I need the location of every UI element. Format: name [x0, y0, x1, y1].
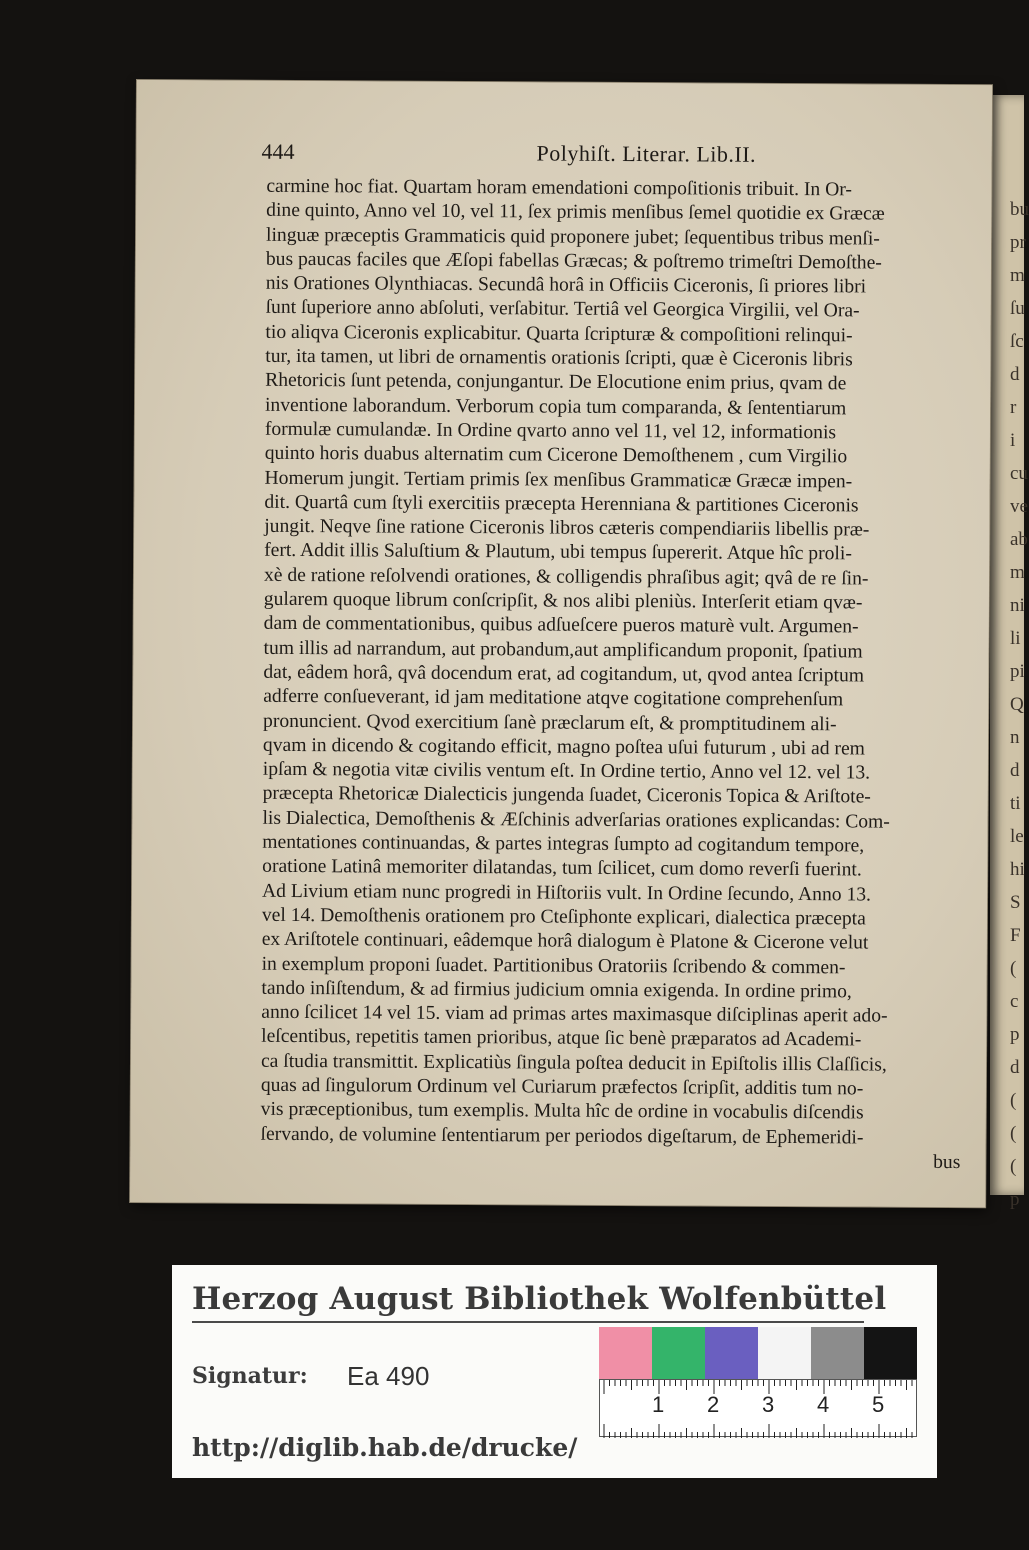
color-swatch [758, 1327, 811, 1379]
adjacent-page-glyph: m [1010, 562, 1025, 583]
adjacent-page-glyph: m [1010, 265, 1025, 286]
text-line: dine quinto, Anno vel 10, vel 11, ſex primis menſibus ſemel quotidie ex Græcæ [266, 200, 885, 225]
scale-ruler [599, 1379, 917, 1437]
ruler-ticks [600, 1380, 918, 1438]
page-number: 444 [261, 138, 295, 164]
text-line: ipſam & negotia vitæ civilis ventum eſt. In Ordine tertio, Anno vel 12. vel 13. [262, 758, 871, 784]
adjacent-page-glyph: p [1010, 1024, 1020, 1045]
text-line: Homerum jungit. Tertiam primis ſex menſibus Grammaticæ Græcæ impen- [264, 467, 853, 492]
adjacent-page-glyph: ( [1010, 1156, 1017, 1177]
library-label-card [172, 1265, 937, 1478]
body-text [260, 175, 966, 1175]
ruler-number: 1 [652, 1392, 665, 1417]
text-line: nis Orationes Olynthiacas. Secundâ horâ in Officiis Ciceronis, ſi priores libri [265, 272, 867, 298]
text-line: anno ſcilicet 14 vel 15. viam ad primas artes maximasque diſciplinas aperit ado- [261, 1001, 888, 1027]
adjacent-page-glyph: cu [1010, 463, 1028, 484]
text-line: in exemplum proponi ſuadet. Partitionibus Oratoriis ſcribendo & commen- [261, 953, 846, 978]
text-line: mentationes continuandas, & partes integras ſumpto ad cogitandum tempore, [262, 831, 865, 857]
book-page [130, 80, 992, 1207]
text-line: tando inſiſtendum, & ad firmius judicium omnia exigenda. In ordine primo, [261, 977, 852, 1003]
ruler-number: 2 [707, 1392, 720, 1417]
text-line: carmine hoc fiat. Quartam horam emendationi compoſitionis tribuit. In Or- [266, 175, 853, 201]
text-line: formulæ cumulandæ. In Ordine qvarto anno vel 11, vel 12, informationis [264, 418, 837, 444]
adjacent-page-glyph: i [1010, 430, 1016, 451]
text-line: gularem quoque librum conſcripſit, & nos alibi pleniùs. Interſerit etiam qvæ- [263, 588, 863, 614]
text-line: dit. Quartâ cum ſtyli exercitiis præcepta Herenniana & partitiones Ciceronis [264, 491, 859, 517]
color-swatch [705, 1327, 758, 1379]
adjacent-page-glyph: d [1010, 760, 1020, 781]
text-line: tur, ita tamen, ut libri de ornamentis orationis ſcripti, quæ è Ciceronis libris [265, 345, 853, 371]
adjacent-page-glyph: ſc [1010, 331, 1024, 352]
adjacent-page-glyph: ( [1010, 1123, 1017, 1144]
adjacent-page-edge [990, 95, 1029, 1210]
text-line: Ad Livium etiam nunc progredi in Hiſtoriis vult. In Ordine ſecundo, Anno 13. [261, 880, 872, 906]
text-line: dam de commentationibus, quibus adſueſcere pueros maturè vult. Argumen- [263, 613, 859, 638]
text-line: quas ad ſingulorum Ordinum vel Curiarum præfectos ſcripſit, additis tum no- [260, 1074, 864, 1100]
text-line: qvam in dicendo & cogitando efficit, magno poſtea uſui futurum , ubi ad rem [262, 734, 866, 760]
signature-value: Ea 490 [347, 1361, 430, 1391]
text-line: fert. Addit illis Saluſtium & Plautum, ubi tempus ſupererit. Atque hîc proli- [264, 540, 852, 565]
text-line: tio aliqva Ciceronis explicabitur. Quarta ſcripturæ & compoſitioni relinqui- [265, 321, 853, 347]
text-line: Rhetoricis ſunt petenda, conjungantur. De Elocutione enim prius, qvam de [265, 370, 847, 395]
adjacent-page-glyph: ab [1010, 529, 1028, 550]
text-line: ex Ariſtotele continuari, eâdemque horâ dialogum è Platone & Cicerone velut [261, 928, 869, 954]
text-line: quinto horis duabus alternatim cum Cicerone Demoſthenem , cum Virgilio [264, 443, 848, 468]
adjacent-page-glyph: ni [1010, 595, 1025, 616]
text-line: ca ſtudia transmittit. Explicatiùs ſingula poſtea deducit in Epiſtolis illis Claſſicis, [260, 1050, 887, 1076]
library-url: http://diglib.hab.de/drucke/ [192, 1433, 578, 1462]
signature-label: Signatur: [192, 1363, 308, 1389]
adjacent-page-glyph: n [1010, 727, 1020, 748]
adjacent-page-glyph: ti [1010, 793, 1021, 814]
text-line: oratione Latinâ memoriter dilatandas, tum ſcilicet, cum domo reverſi fuerint. [262, 856, 862, 881]
color-swatch [652, 1327, 705, 1379]
library-name: Herzog August Bibliothek Wolfenbüttel [192, 1281, 887, 1317]
adjacent-page-glyph: F [1010, 925, 1021, 946]
adjacent-page-glyph: pi [1010, 661, 1025, 682]
adjacent-page-glyph: ſu [1010, 298, 1025, 319]
catchword: bus [933, 1151, 961, 1173]
library-name-underline [192, 1321, 864, 1323]
adjacent-page-glyph: S [1010, 892, 1021, 913]
text-line: linguæ præceptis Grammaticis quid proponere jubet; ſequentibus tribus menſi- [265, 224, 880, 250]
text-line: vis præceptionibus, tum exemplis. Multa hîc de ordine in vocabulis diſcendis [260, 1099, 864, 1124]
adjacent-page-glyph: li [1010, 628, 1021, 649]
adjacent-page-glyph: p [1010, 1189, 1020, 1210]
text-line: lis Dialectica, Demoſthenis & Æſchinis adverſarias orationes explicandas: Com- [262, 807, 890, 833]
adjacent-page-glyph: ( [1010, 958, 1017, 979]
color-swatch [811, 1327, 864, 1379]
text-line: præcepta Rhetoricæ Dialecticis jungenda ſuadet, Ciceronis Topica & Ariſtote- [262, 783, 871, 808]
adjacent-page-glyph: ( [1010, 1090, 1017, 1111]
adjacent-page-glyph: pr [1010, 232, 1026, 253]
text-line: xè de ratione reſolvendi orationes, & colligendis phraſibus agit; qvâ de re ſin- [263, 564, 869, 590]
ruler-number: 3 [762, 1392, 775, 1417]
text-line: tum illis ad narrandum, aut probandum,aut amplificandum proponit, ſpatium [263, 637, 863, 663]
text-line: dat, eâdem horâ, qvâ docendum erat, ad cogitandum, ut, qvod antea ſcriptum [263, 661, 865, 687]
text-line: ſunt ſuperiore anno abſoluti, verſabitur. Tertiâ vel Georgica Virgilii, vel Ora- [265, 297, 860, 322]
text-line: adferre conſueverant, id jam meditatione atqve cogitatione comprehenſum [263, 686, 844, 711]
adjacent-page-glyph: d [1010, 364, 1020, 385]
color-swatch [599, 1327, 652, 1379]
adjacent-page-glyph: c [1010, 991, 1019, 1012]
ruler-number: 5 [872, 1392, 885, 1417]
text-line: pronuncient. Qvod exercitium ſanè præclarum eſt, & promptitudinem ali- [263, 710, 837, 735]
text-line: jungit. Neqve ſine ratione Ciceronis libros cæteris compendiariis libellis præ- [264, 515, 870, 541]
text-line: bus paucas faciles que Æſopi fabellas Græcas; & poſtremo trimeſtri Demoſthe- [265, 248, 882, 274]
text-line: leſcentibus, repetitis tamen prioribus, atque ſic benè præparatos ad Academi- [261, 1026, 862, 1051]
color-swatch [864, 1327, 917, 1379]
adjacent-page-glyph: Q [1010, 694, 1024, 715]
adjacent-page-glyph: bu [1010, 199, 1029, 220]
text-line: inventione laborandum. Verborum copia tum comparanda, & ſententiarum [264, 394, 847, 420]
adjacent-page-glyph: ve [1010, 496, 1028, 517]
adjacent-page-glyph: r [1010, 397, 1017, 418]
text-line: ſervando, de volumine ſententiarum per periodos digeſtarum, de Ephemeridi- [260, 1123, 864, 1149]
ruler-number: 4 [817, 1392, 830, 1417]
text-line: vel 14. Demoſthenis orationem pro Cteſiphonte explicari, dialectica præcepta [261, 904, 866, 930]
adjacent-page-glyph: d [1010, 1057, 1020, 1078]
adjacent-page-glyph: hi [1010, 859, 1025, 880]
color-calibration-strip [599, 1327, 917, 1379]
page-header [261, 139, 961, 173]
adjacent-page-glyph: le [1010, 826, 1024, 847]
running-title: Polyhiſt. Literar. Lib.II. [536, 140, 757, 167]
